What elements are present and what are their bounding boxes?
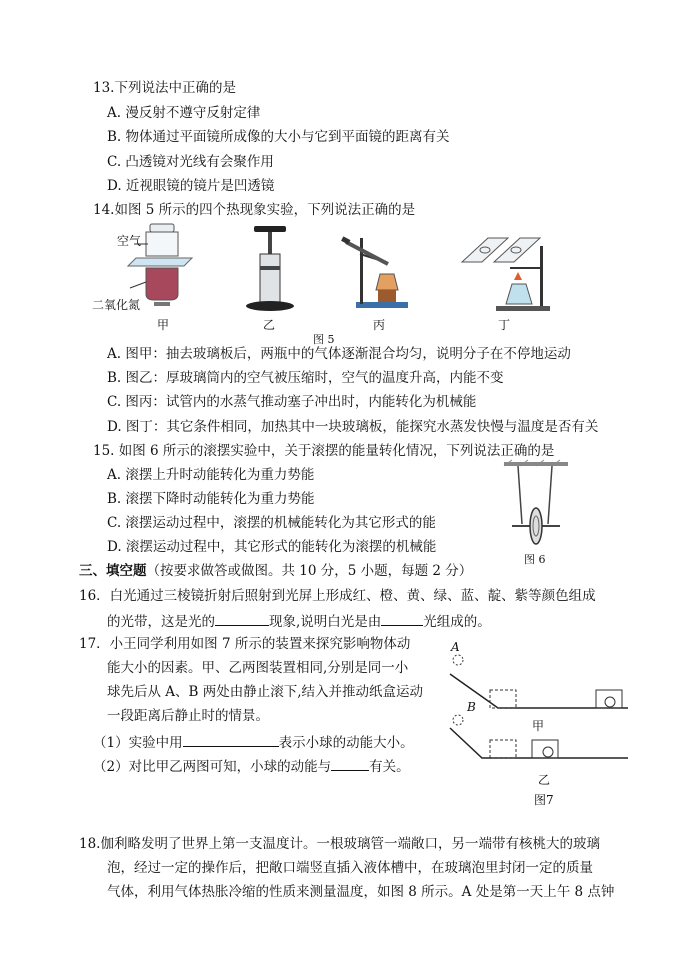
fig5-label-yi: 乙 xyxy=(263,318,276,332)
q17-sub2 xyxy=(93,756,410,776)
q17-blank-measure[interactable] xyxy=(183,732,279,747)
q17-sub1-text-a: （1）实验中用 xyxy=(93,735,183,751)
q17-line1: 17．小王同学利用如图 7 所示的装置来探究影响物体动 xyxy=(79,636,411,652)
q18-line3: 气体，利用气体热胀冷缩的性质来测量温度，如图 8 所示。A 处是第一天上午 8 点钟 xyxy=(107,884,615,900)
q16-line1: 16．白光通过三棱镜折射后照射到光屏上形成红、橙、黄、绿、蓝、靛、紫等颜色组成 xyxy=(79,588,596,604)
q17-line2: 能大小的因素。甲、乙两图装置相同,分别是同一小 xyxy=(107,660,409,676)
q17-sub1-text-b: 表示小球的动能大小。 xyxy=(278,735,414,751)
fig7-caption: 图7 xyxy=(534,793,554,807)
q13-option-a: A. 漫反射不遵守反射定律 xyxy=(107,105,261,121)
q14-option-c: C. 图丙：试管内的水蒸气推动塞子冲出时，内能转化为机械能 xyxy=(107,394,477,410)
q14-option-b: B. 图乙：厚玻璃筒内的空气被压缩时，空气的温度升高，内能不变 xyxy=(107,370,504,386)
q13-stem: 13.下列说法中正确的是 xyxy=(93,80,236,96)
q15-option-c: C. 滚摆运动过程中，滚摆的机械能转化为其它形式的能 xyxy=(107,515,436,531)
fig5-label-jia: 甲 xyxy=(157,318,170,332)
q13-option-b: B. 物体通过平面镜所成像的大小与它到平面镜的距离有关 xyxy=(107,129,450,145)
fig5-label-ding: 丁 xyxy=(498,318,511,332)
fig5-label-bing: 丙 xyxy=(373,318,386,332)
fig7-label-b: B xyxy=(467,700,476,714)
q16-text-a: 的光带，这是光的 xyxy=(107,614,215,630)
section3-title: 三、填空题 xyxy=(79,563,147,579)
section3-note: （按要求做答或做图。共 10 分，5 小题，每题 2 分） xyxy=(146,563,473,579)
q15-option-d: D. 滚摆运动过程中，其它形式的能转化为滚摆的机械能 xyxy=(107,539,437,555)
fig5-bing-steam-tube xyxy=(338,224,410,314)
q17-sub1 xyxy=(93,732,414,752)
q16-text-b: 现象,说明白光是由 xyxy=(269,614,382,630)
q18-line1: 18.伽利略发明了世界上第一支温度计。一根玻璃管一端敞口，另一端带有核桃大的玻璃 xyxy=(79,836,600,852)
q15-option-a: A. 滚摆上升时动能转化为重力势能 xyxy=(107,467,315,483)
fig7-label-jia: 甲 xyxy=(532,719,545,733)
fig5-label-air: 空气 xyxy=(117,234,142,248)
q14-option-a: A. 图甲：抽去玻璃板后，两瓶中的气体逐渐混合均匀，说明分子在不停地运动 xyxy=(107,346,571,362)
fig6-caption: 图 6 xyxy=(524,553,546,566)
section3-heading xyxy=(79,562,472,580)
q17-sub2-text-a: （2）对比甲乙两图可知，小球的动能与 xyxy=(93,759,332,775)
fig5-label-no2: 二氧化氮 xyxy=(92,298,141,312)
q16-text-c: 光组成的。 xyxy=(423,614,491,630)
fig7-label-yi: 乙 xyxy=(538,773,551,787)
q13-option-c: C. 凸透镜对光线有会聚作用 xyxy=(107,154,274,170)
q15-option-b: B. 滚摆下降时动能转化为重力势能 xyxy=(107,491,315,507)
q14-option-d: D. 图丁：其它条件相同，加热其中一块玻璃板，能探究水蒸发快慢与温度是否有关 xyxy=(107,419,599,435)
q18-line2: 泡，经过一定的操作后，把敞口端竖直插入液体槽中，在玻璃泡里封闭一定的质量 xyxy=(107,860,593,876)
fig6-maxwell-pendulum xyxy=(500,458,572,550)
fig7-label-a: A xyxy=(451,640,460,654)
q17-blank-factor[interactable] xyxy=(331,756,369,771)
q17-sub2-text-b: 有关。 xyxy=(369,759,410,775)
fig5-caption: 图 5 xyxy=(313,333,335,346)
q14-stem: 14.如图 5 所示的四个热现象实验，下列说法正确的是 xyxy=(93,202,416,218)
q15-stem: 15. 如图 6 所示的滚摆实验中，关于滚摆的能量转化情况，下列说法正确的是 xyxy=(93,443,555,459)
q16-line2 xyxy=(107,611,491,631)
q13-option-d: D. 近视眼镜的镜片是凹透镜 xyxy=(107,178,275,194)
fig5-yi-compression-tube xyxy=(240,222,300,314)
q17-line3: 球先后从 A、B 两处由静止滚下,结入并推动纸盒运动 xyxy=(107,684,424,700)
q16-blank-phenomenon[interactable] xyxy=(215,611,269,626)
fig5-ding-evaporation xyxy=(460,232,550,314)
q16-blank-light[interactable] xyxy=(381,611,423,626)
q17-line4: 一段距离后静止时的情景。 xyxy=(107,708,269,724)
